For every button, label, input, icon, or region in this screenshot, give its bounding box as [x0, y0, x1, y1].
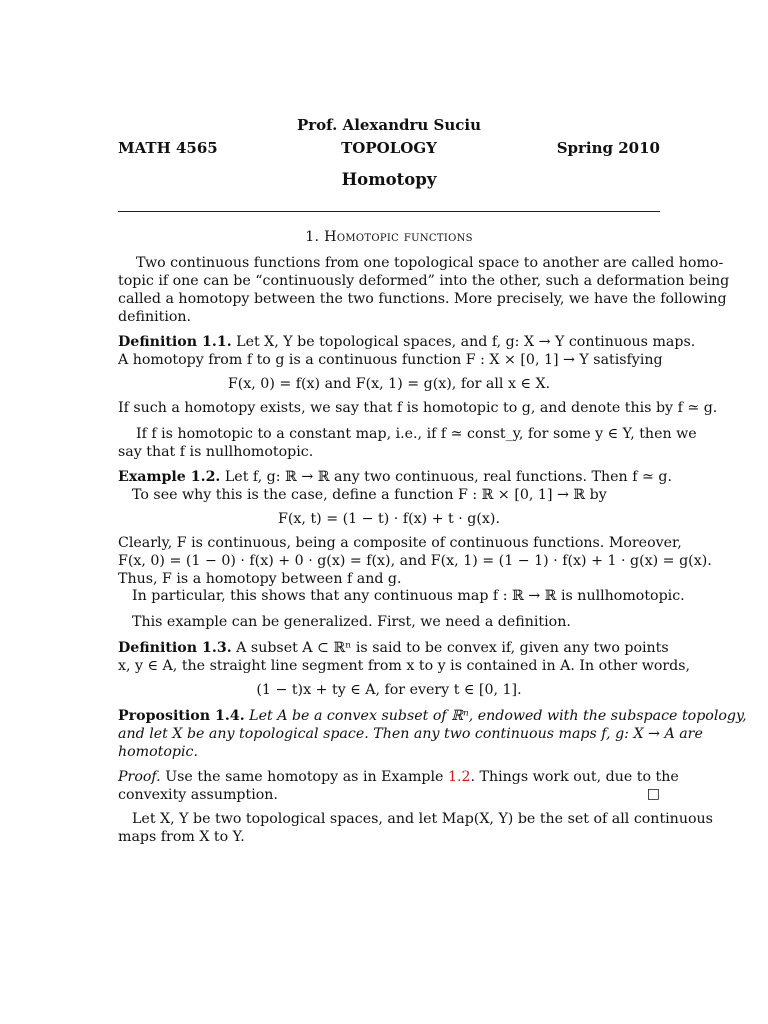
prop14-line-3: homotopic. — [118, 744, 198, 760]
final-line-2: maps from X to Y. — [118, 829, 245, 845]
def11-line-3: If such a homotopy exists, we say that f is homotopic to g, and denote this by f ≃ g. — [118, 400, 718, 416]
ex12-line-3: Clearly, F is continuous, being a composite of continuous functions. Moreover, — [118, 535, 682, 551]
ex12-line-6: In particular, this shows that any continuous map f : ℝ → ℝ is nullhomotopic. — [132, 588, 685, 604]
section-heading: 1. Homotopic functions — [305, 229, 473, 245]
def11-text-1: Let X, Y be topological spaces, and f, g: X → Y continuous maps. — [236, 334, 696, 350]
title-rule — [118, 211, 660, 212]
def13-label: Definition 1.3. — [118, 640, 232, 656]
null-line-2: say that f is nullhomotopic. — [118, 444, 314, 460]
ex12-line-4: F(x, 0) = (1 − 0) · f(x) + 0 · g(x) = f(x), and F(x, 1) = (1 − 1) · f(x) + 1 · g(x) = g(x). — [118, 553, 712, 569]
def13-line-1 — [118, 639, 669, 657]
course-code: MATH 4565 — [118, 139, 218, 157]
ex12-line-1 — [118, 468, 672, 486]
qed-box-icon: □ — [646, 786, 660, 802]
intro-line-2: topic if one can be “continuously deformed” into the other, such a deformation being — [118, 273, 730, 289]
ex12-line-5: Thus, F is a homotopy between f and g. — [118, 571, 402, 587]
def13-line-2: x, y ∈ A, the straight line segment from x to y is contained in A. In other words, — [118, 658, 691, 674]
prop14-line-1 — [118, 707, 747, 725]
proof-line-1 — [118, 768, 679, 786]
proof-text-1a: Use the same homotopy as in Example — [165, 769, 444, 785]
term: Spring 2010 — [556, 139, 660, 157]
page-title: Homotopy — [341, 170, 437, 189]
ex12-text-1: Let f, g: ℝ → ℝ any two continuous, real functions. Then f ≃ g. — [224, 469, 672, 485]
def11-label: Definition 1.1. — [118, 334, 232, 350]
subject: TOPOLOGY — [341, 139, 437, 157]
prop14-label: Proposition 1.4. — [118, 708, 245, 724]
ex12-line-2: To see why this is the case, define a function F : ℝ × [0, 1] → ℝ by — [132, 487, 607, 503]
def13-equation: (1 − t)x + ty ∈ A, for every t ∈ [0, 1]. — [256, 682, 522, 698]
intro-line-1: Two continuous functions from one topological space to another are called homo- — [136, 255, 724, 271]
ex12-label: Example 1.2. — [118, 469, 221, 485]
proof-line-2: convexity assumption. — [118, 787, 278, 803]
proof-label: Proof. — [118, 769, 161, 785]
prop14-line-2: and let X be any topological space. Then any two continuous maps f, g: X → A are — [118, 726, 703, 742]
example-reference-link[interactable]: 1.2 — [447, 769, 471, 785]
author: Prof. Alexandru Suciu — [297, 116, 481, 134]
intro-line-4: definition. — [118, 309, 192, 325]
proof-text-1b: . Things work out, due to the — [470, 769, 679, 785]
generalize-line: This example can be generalized. First, we need a definition. — [132, 614, 571, 630]
prop14-text-1: Let A be a convex subset of ℝⁿ, endowed with the subspace topology, — [249, 708, 747, 724]
def11-equation: F(x, 0) = f(x) and F(x, 1) = g(x), for all x ∈ X. — [227, 376, 551, 392]
ex12-equation: F(x, t) = (1 − t) · f(x) + t · g(x). — [278, 511, 500, 527]
null-line-1: If f is homotopic to a constant map, i.e., if f ≃ const_y, for some y ∈ Y, then we — [136, 426, 697, 442]
def11-line-2: A homotopy from f to g is a continuous function F : X × [0, 1] → Y satisfying — [118, 352, 663, 368]
final-line-1: Let X, Y be two topological spaces, and let Map(X, Y) be the set of all continuous — [132, 811, 713, 827]
def13-text-1: A subset A ⊂ ℝⁿ is said to be convex if, given any two points — [236, 640, 669, 656]
def11-line-1 — [118, 333, 696, 351]
intro-line-3: called a homotopy between the two functions. More precisely, we have the following — [118, 291, 727, 307]
